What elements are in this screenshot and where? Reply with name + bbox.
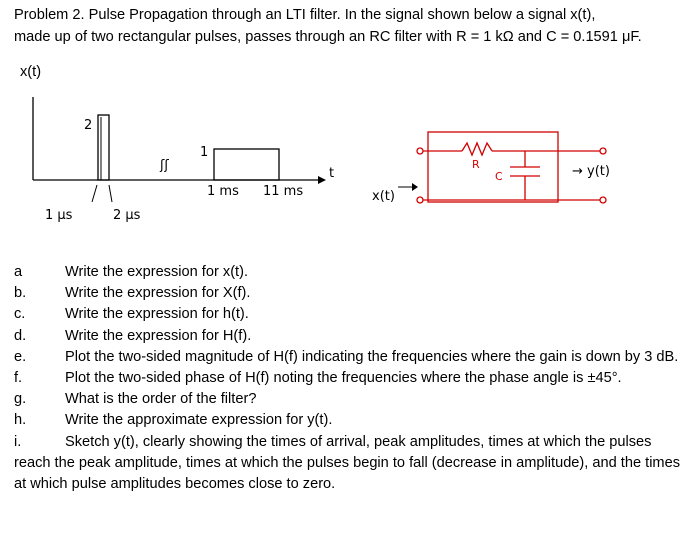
y-axis-label: x(t) — [20, 64, 42, 80]
pulse-1 — [98, 115, 109, 180]
question-label: b. — [14, 285, 27, 302]
question-e — [14, 347, 684, 368]
problem-statement — [14, 4, 684, 48]
input-terminal-top — [417, 148, 423, 154]
circuit-output-label: → y(t) — [572, 164, 610, 179]
capacitor-label: C — [495, 170, 503, 183]
label-1us: 1 μs — [45, 208, 73, 223]
question-text: What is the order of the filter? — [65, 391, 257, 408]
question-a — [14, 262, 684, 283]
pulse-2-height-label: 1 — [200, 145, 209, 160]
intro-line-1: Problem 2. Pulse Propagation through an LTI filter. In the signal shown below a signal x(t), — [14, 7, 596, 23]
pulse-1-height-label: 2 — [84, 118, 93, 133]
question-label: e. — [14, 348, 27, 365]
time-break-mark: ʃʃ — [160, 158, 169, 173]
output-terminal-bottom — [600, 197, 606, 203]
pointer-2us — [109, 185, 112, 202]
question-text: Write the expression for X(f). — [65, 285, 251, 302]
input-arrow-head — [412, 183, 418, 191]
signal-and-circuit-figure — [0, 85, 691, 255]
question-h — [14, 410, 684, 431]
question-text: Sketch y(t), clearly showing the times of arrival, peak amplitudes, times at which the pulses reach the peak amplitude, times at which the pulses begin to fall (decrease in amplitude), and the times at which pulse amplitudes becomes close to zero. — [14, 433, 681, 493]
label-2us: 2 μs — [113, 208, 141, 223]
question-label: d. — [14, 327, 27, 344]
question-f — [14, 368, 684, 389]
question-c — [14, 304, 684, 325]
question-label: f. — [14, 370, 23, 387]
question-b — [14, 283, 684, 304]
output-terminal-top — [600, 148, 606, 154]
question-d — [14, 326, 684, 347]
pointer-1us — [92, 185, 97, 202]
question-label: c. — [14, 306, 26, 323]
circuit-input-label: x(t) — [372, 189, 395, 204]
input-terminal-bottom — [417, 197, 423, 203]
pulse-2 — [214, 149, 279, 180]
question-text: Plot the two-sided magnitude of H(f) indicating the frequencies where the gain is down by 3 dB. — [65, 348, 679, 365]
question-g — [14, 389, 684, 410]
question-text: Write the expression for h(t). — [65, 306, 249, 323]
label-1ms: 1 ms — [207, 184, 239, 199]
resistor-zigzag — [462, 143, 492, 155]
question-label: h. — [14, 412, 27, 429]
question-label: i. — [14, 433, 22, 450]
question-label: a — [14, 264, 23, 280]
question-text: Plot the two-sided phase of H(f) noting the frequencies where the phase angle is ±45°. — [65, 370, 622, 387]
question-text: Write the expression for H(f). — [65, 327, 252, 344]
t-axis-label: t — [329, 166, 335, 181]
question-i — [14, 432, 684, 496]
question-list — [14, 262, 684, 495]
question-text: Write the expression for x(t). — [65, 264, 249, 280]
intro-line-2: made up of two rectangular pulses, passes through an RC filter with R = 1 kΩ and C = 0.1591 μF. — [14, 29, 642, 45]
question-label: g. — [14, 391, 27, 408]
question-text: Write the approximate expression for y(t). — [65, 412, 333, 429]
resistor-label: R — [472, 158, 480, 171]
label-11ms: 11 ms — [263, 184, 304, 199]
t-axis-arrowhead — [318, 176, 326, 184]
